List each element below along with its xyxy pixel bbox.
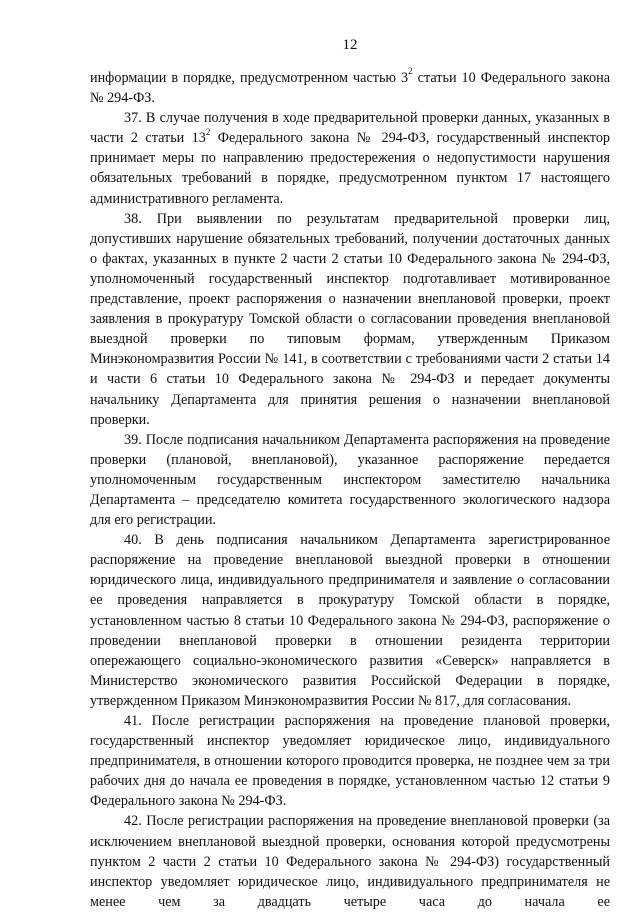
paragraph-text: 37. В случае получения в ходе предварительной проверки данных, указанных в части 2 статьи 13 xyxy=(90,110,610,147)
paragraph-41: 41. После регистрации распоряжения на проведение плановой проверки, государственный инспектор уведомляет юридическое лицо, индивидуального предпринимателя, в отношении которого проводится проверка, не позднее чем за три рабочих дня до начала ее проведения в порядке, установленном частью 12 статьи 9 Федерального закона № 294-ФЗ. xyxy=(90,713,610,810)
paragraph-38: 38. При выявлении по результатам предварительной проверки лиц, допустивших нарушение обязательных требований, получении достаточных данных о фактах, указанных в пункте 2 части 2 статьи 10 Федерального закона № 294-ФЗ, уполномоченный государственный инспектор подготавливает мотивированное представление, проект распоряжения о назначении внеплановой проверки, проект заявления в прокуратуру Томской области о согласовании проведения внеплановой выездной проверки по типовым формам, утвержденным Приказом Минэкономразвития России № 141, в соответствии с требованиями части 2 статьи 14 и части 6 статьи 10 Федерального закона № 294-ФЗ и передает документы начальнику Департамента для принятия решения о назначении внеплановой проверки. xyxy=(90,210,610,428)
paragraph-42: 42. После регистрации распоряжения на проведение внеплановой проверки (за исключением внеплановой выездной проверки, основания которой предусмотрены пунктом 2 части 2 статьи 10 Федерального закона № 294-ФЗ) государственный инспектор уведомляет юридическое лицо, индивидуального предпринимателя не менее чем за двадцать четыре часа до начала ее xyxy=(90,813,610,910)
paragraph-text: статьи 10 Федерального закона № 294-ФЗ. xyxy=(90,70,610,107)
page-number: 12 xyxy=(342,37,358,53)
superscript: 2 xyxy=(408,66,413,77)
paragraph-37 xyxy=(90,108,610,208)
paragraph-40: 40. В день подписания начальником Департамента зарегистрированное распоряжение на проведение внеплановой выездной проверки в отношении юридического лица, индивидуального предпринимателя и заявление о согласовании ее проведения направляется в прокуратуру Томской области в порядке, установленном частью 8 статьи 10 Федерального закона № 294-ФЗ, распоряжение о проведении внеплановой проверки в отношении резидента территории опережающего социально-экономического развития «Северск» направляется в Министерство экономического развития Российской Федерации в порядке, утвержденном Приказом Минэкономразвития России № 817, для согласования. xyxy=(90,532,610,709)
superscript: 2 xyxy=(205,126,211,137)
paragraph-continuation xyxy=(90,68,610,108)
document-page xyxy=(90,36,610,912)
paragraph-text: информации в порядке, предусмотренном частью 3 xyxy=(90,70,409,86)
paragraph-text: Федерального закона № 294-ФЗ, государственный инспектор принимает меры по направлению предостережения о недопустимости нарушения обязательных требований в порядке, предусмотренном пунктом 17 настоящего административного регламента. xyxy=(90,130,611,207)
paragraph-39: 39. После подписания начальником Департамента распоряжения на проведение проверки (плановой, внеплановой), указанное распоряжение передается уполномоченным государственным инспектором заместителю начальника Департамента – председателю комитета государственного экологического надзора для его регистрации. xyxy=(90,431,610,529)
